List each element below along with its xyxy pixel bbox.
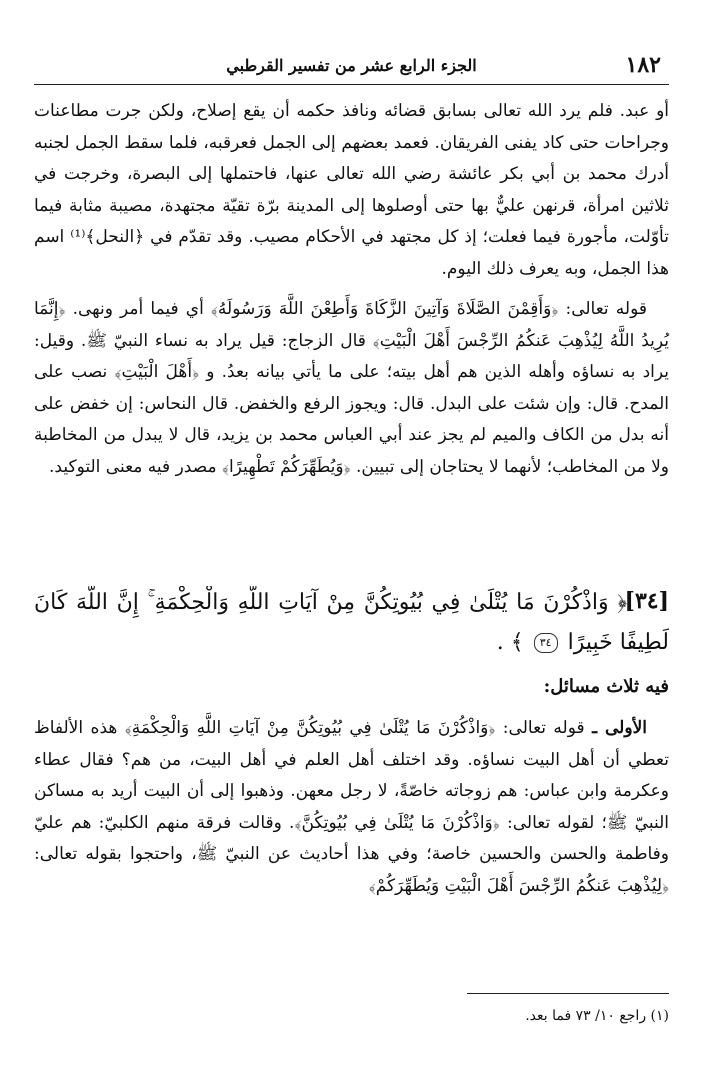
- footnote-divider: [467, 993, 669, 994]
- verse-close-bracket: ﴾ .: [496, 630, 524, 655]
- verse-number: [٣٤]: [624, 588, 669, 614]
- verse-line-2: [497, 626, 669, 660]
- section-subheading: فيه ثلاث مسائل:: [543, 676, 669, 697]
- verse-line-1: ﴿ وَاذْكُرْنَ مَا يُتْلَىٰ فِي بُيُوتِكُنَّ مِنْ آيَاتِ اللَّهِ وَالْحِكْمَةِ ۚ إِنَّ اللَّهَ كَانَ: [34, 590, 627, 615]
- running-title: الجزء الرابع عشر من تفسير القرطبي: [226, 56, 477, 75]
- issue-body-text: قوله تعالى: ﴿وَاذْكُرْنَ مَا يُتْلَىٰ فِي بُيُوتِكُنَّ مِنْ آيَاتِ اللَّهِ وَالْحِكْمَةِ﴾ هذه الألفاظ تعطي أن أهل البيت نساؤه. وقد اختلف أهل العلم في أهل البيت، من هم؟ فقال عطاء وعكرمة وابن عباس: هم زوجاته خاصّةً، لا رجل معهن. وذهبوا إلى أن البيت أريد به مساكن النبيّ ﷺ؛ لقوله تعالى: ﴿وَاذْكُرْنَ مَا يُتْلَىٰ فِي بُيُوتِكُنَّ﴾. وقالت فرقة منهم الكلبيّ: هم عليّ وفاطمة والحسن والحسين خاصة؛ وفي هذا أحاديث عن النبيّ ﷺ، واحتجوا بقوله تعالى: ﴿لِيُذْهِبَ عَنكُمُ الرِّجْسَ أَهْلَ الْبَيْتِ وَيُطَهِّرَكُمْ﴾: [34, 718, 669, 896]
- footnote: (١) راجع ١٠/ ٧٣ فما بعد.: [525, 1008, 669, 1024]
- page-number: ١٨٢: [625, 52, 661, 78]
- paragraph-battle-of-camel: أو عبد. فلم يرد الله تعالى بسابق قضائه ونافذ حكمه أن يقع إصلاح، ولكن جرت مطاعنات وجراحات حتى كاد يفنى الفريقان. فعمد بعضهم إلى الجمل فعرقبه، فلما سقط الجمل لجنبه أدرك محمد بن أبي بكر عائشة رضي الله تعالى عنها، فاحتملها إلى البصرة، وخرجت في ثلاثين امرأة، قرنهن عليٌّ بها حتى أوصلوها إلى المدينة برّة تقيّة مجتهدة، مصيبة مثابة فيما تأوّلت، مأجورة فيما فعلت؛ إذ كل مجتهد في الأحكام مصيب. وقد تقدّم في ﴿النحل﴾⁽¹⁾ اسم هذا الجمل، وبه يعرف ذلك اليوم.: [34, 101, 669, 279]
- paragraph-first-issue: [34, 713, 669, 902]
- verse-line-2-text: لَطِيفًا خَبِيرًا: [567, 630, 669, 655]
- paragraph-ahl-al-bayt-commentary: قوله تعالى: ﴿وَأَقِمْنَ الصَّلَاةَ وَآتِينَ الزَّكَاةَ وَأَطِعْنَ اللَّهَ وَرَسُولَهُ﴾ أي فيما أمر ونهى. ﴿إِنَّمَا يُرِيدُ اللَّهُ لِيُذْهِبَ عَنكُمُ الرِّجْسَ أَهْلَ الْبَيْتِ﴾ قال الزجاج: قيل يراد به نساء النبيّ ﷺ. وقيل: يراد به نساؤه وأهله الذين هم أهل بيته؛ على ما يأتي بيانه بعدُ. و ﴿أَهْلَ الْبَيْتِ﴾ نصب على المدح. قال: وإن شئت على البدل. قال: ويجوز الرفع والخفض. قال النحاس: إن خفض على أنه بدل من الكاف والميم لم يجز عند أبي العباس محمد بن يزيد، قال لا يبدل من المخاطبة ولا من المخاطب؛ لأنهما لا يحتاجان إلى تبيين. ﴿وَيُطَهِّرَكُمْ تَطْهِيرًا﴾ مصدر فيه معنى التوكيد.: [34, 299, 669, 477]
- page-header: [34, 44, 669, 85]
- issue-lead-label: الأولى ـ: [592, 718, 647, 738]
- quran-verse-34: [34, 586, 669, 666]
- verse-end-marker: ٣٤: [534, 633, 558, 653]
- body-text-top: [34, 96, 669, 483]
- body-text-bottom: [34, 713, 669, 902]
